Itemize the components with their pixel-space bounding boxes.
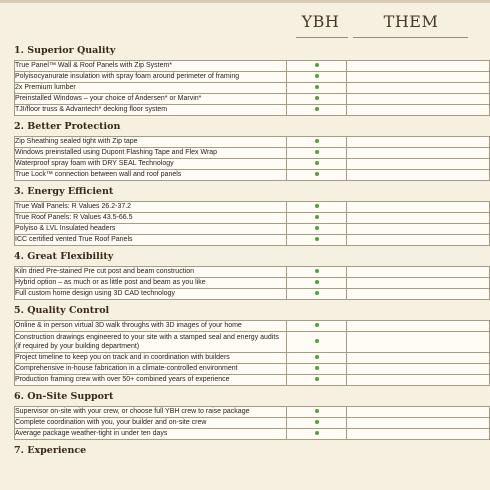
section-table [14,136,490,181]
ybh-cell [287,94,347,105]
feature-label: Complete coordination with you, your builder and on-site crew [15,418,287,429]
check-dot-icon [315,63,319,67]
them-cell [347,202,490,213]
ybh-cell [287,332,347,353]
check-dot-icon [315,355,319,359]
them-cell [347,364,490,375]
feature-label: Windows preinstalled using Dupont Flashing Tape and Flex Wrap [15,148,287,159]
table-row [15,137,490,148]
ybh-cell [287,375,347,386]
feature-label: Polyisocyanurate insulation with spray foam around perimeter of framing [15,72,287,83]
them-cell [347,94,490,105]
them-cell [347,353,490,364]
ybh-cell [287,148,347,159]
table-row [15,213,490,224]
feature-label: True Roof Panels: R Values 43.5-66.5 [15,213,287,224]
table-row [15,289,490,300]
check-dot-icon [315,161,319,165]
ybh-cell [287,321,347,332]
check-dot-icon [315,150,319,154]
ybh-cell [287,72,347,83]
feature-label: TJI/floor truss & Advantech* decking floor system [15,105,287,116]
table-row [15,418,490,429]
ybh-cell [287,353,347,364]
check-dot-icon [315,291,319,295]
section-table [14,406,490,440]
section-table [14,320,490,386]
check-dot-icon [315,269,319,273]
check-dot-icon [315,431,319,435]
table-row [15,321,490,332]
ybh-header-underline [296,37,348,38]
them-cell [347,105,490,116]
them-cell [347,213,490,224]
them-cell [347,224,490,235]
check-dot-icon [315,226,319,230]
table-row [15,364,490,375]
feature-label: Hybrid option – as much or as little post and beam as you like [15,278,287,289]
table-row [15,94,490,105]
check-dot-icon [315,237,319,241]
section-table [14,60,490,116]
table-row [15,224,490,235]
table-row [15,353,490,364]
feature-label: Construction drawings engineered to your site with a stamped seal and energy audits (if required by your building department) [15,332,287,353]
them-cell [347,278,490,289]
them-cell [347,321,490,332]
section-table [14,266,490,300]
ybh-cell [287,61,347,72]
them-header-underline [353,37,468,38]
them-cell [347,289,490,300]
table-row [15,429,490,440]
table-row [15,332,490,353]
feature-label: True Panel™ Wall & Roof Panels with Zip System* [15,61,287,72]
feature-label: Production framing crew with over 50+ combined years of experience [15,375,287,386]
ybh-cell [287,407,347,418]
them-cell [347,148,490,159]
ybh-cell [287,429,347,440]
section-title: 5. Quality Control [14,305,110,316]
feature-label: Polyiso & LVL Insulated headers [15,224,287,235]
check-dot-icon [315,215,319,219]
ybh-cell [287,202,347,213]
table-row [15,375,490,386]
table-row [15,61,490,72]
check-dot-icon [315,339,319,343]
table-row [15,72,490,83]
table-row [15,267,490,278]
section-title: 1. Superior Quality [14,45,116,56]
feature-label: Comprehensive in-house fabrication in a climate-controlled environment [15,364,287,375]
feature-label: Full custom home design using 3D CAD technology [15,289,287,300]
table-row [15,170,490,181]
check-dot-icon [315,85,319,89]
them-cell [347,137,490,148]
section-title: 2. Better Protection [14,121,121,132]
feature-label: Waterproof spray foam with DRY SEAL Technology [15,159,287,170]
feature-label: Average package weather-tight in under ten days [15,429,287,440]
feature-label: True Lock™ connection between wall and roof panels [15,170,287,181]
ybh-column-title: YBH [301,12,340,31]
table-row [15,83,490,94]
feature-label: True Wall Panels: R Values 26.2-37.2 [15,202,287,213]
table-row [15,202,490,213]
check-dot-icon [315,139,319,143]
section-title: 7. Experience [14,445,87,456]
ybh-cell [287,213,347,224]
section-title: 4. Great Flexibility [14,251,114,262]
check-dot-icon [315,377,319,381]
check-dot-icon [315,74,319,78]
section-title: 6. On-Site Support [14,391,114,402]
ybh-cell [287,137,347,148]
check-dot-icon [315,172,319,176]
feature-label: Supervisor on-site with your crew, or choose full YBH crew to raise package [15,407,287,418]
section-table [14,201,490,246]
table-row [15,148,490,159]
check-dot-icon [315,107,319,111]
ybh-cell [287,170,347,181]
check-dot-icon [315,366,319,370]
ybh-cell [287,224,347,235]
them-cell [347,332,490,353]
table-row [15,278,490,289]
ybh-cell [287,267,347,278]
feature-label: 2x Premium lumber [15,83,287,94]
them-cell [347,429,490,440]
check-dot-icon [315,204,319,208]
ybh-cell [287,278,347,289]
check-dot-icon [315,420,319,424]
ybh-cell [287,364,347,375]
ybh-cell [287,235,347,246]
them-cell [347,267,490,278]
feature-label: Project timeline to keep you on track and in coordination with builders [15,353,287,364]
comparison-sections [14,40,490,460]
top-divider [0,0,490,3]
them-cell [347,407,490,418]
check-dot-icon [315,323,319,327]
section-title: 3. Energy Efficient [14,186,114,197]
ybh-cell [287,289,347,300]
them-cell [347,83,490,94]
table-row [15,105,490,116]
check-dot-icon [315,96,319,100]
ybh-cell [287,418,347,429]
them-column-title: THEM [383,12,439,31]
ybh-cell [287,105,347,116]
feature-label: ICC certified vented True Roof Panels [15,235,287,246]
ybh-cell [287,159,347,170]
check-dot-icon [315,409,319,413]
table-row [15,159,490,170]
them-cell [347,235,490,246]
them-cell [347,170,490,181]
table-row [15,407,490,418]
ybh-cell [287,83,347,94]
feature-label: Kiln dried Pre-stained Pre cut post and beam construction [15,267,287,278]
them-cell [347,61,490,72]
feature-label: Zip Sheathing sealed tight with Zip tape [15,137,287,148]
feature-label: Online & in person virtual 3D walk throughs with 3D images of your home [15,321,287,332]
them-cell [347,375,490,386]
column-header [0,12,490,38]
them-cell [347,418,490,429]
table-row [15,235,490,246]
check-dot-icon [315,280,319,284]
them-cell [347,159,490,170]
feature-label: Preinstalled Windows – your choice of Andersen* or Marvin* [15,94,287,105]
them-cell [347,72,490,83]
